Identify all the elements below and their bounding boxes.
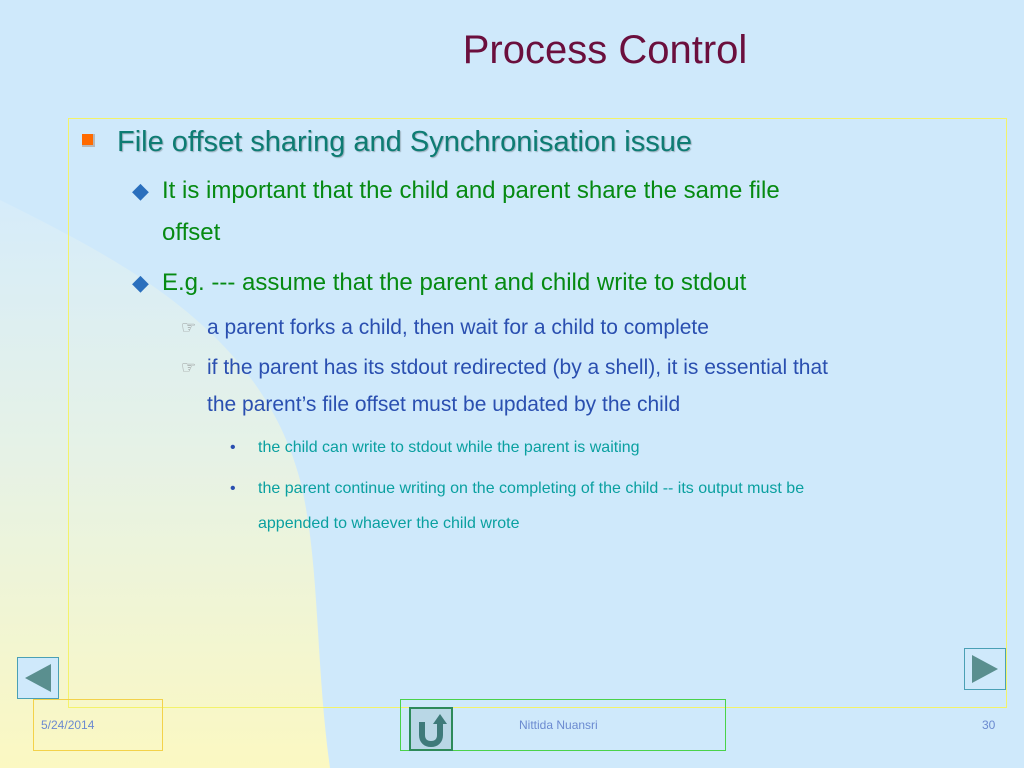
diamond-bullet-icon: ◆ [132, 270, 149, 295]
level3-text-line1: if the parent has its stdout redirected (by a shell), it is essential that [207, 356, 828, 379]
footer-author: Nittida Nuansri [519, 718, 598, 732]
dot-bullet-icon: • [230, 480, 236, 497]
footer-date: 5/24/2014 [41, 718, 95, 732]
next-slide-icon [965, 649, 1005, 689]
level3-text-line1: a parent forks a child, then wait for a child to complete [207, 316, 709, 339]
level3-text-line2: the parent’s file offset must be updated by the child [207, 393, 681, 416]
slide-number: 30 [982, 718, 996, 732]
level2-text-line1: E.g. --- assume that the parent and child write to stdout [162, 269, 747, 296]
diamond-bullet-icon: ◆ [132, 178, 149, 203]
level4-item-2 [230, 471, 930, 541]
level3-item-1 [181, 309, 1001, 346]
dot-bullet-icon: • [230, 439, 236, 456]
level4-text-line1: the parent continue writing on the completing of the child -- its output must be [258, 480, 805, 497]
level2-text-line1: It is important that the child and parent share the same file [162, 177, 780, 204]
next-slide-button[interactable] [964, 648, 1006, 690]
level4-text-line2: appended to whaever the child wrote [258, 515, 520, 532]
previous-slide-button[interactable] [17, 657, 59, 699]
level4-item-1 [230, 430, 930, 465]
return-home-button[interactable] [409, 707, 453, 751]
pointing-hand-icon: ☞ [181, 358, 197, 377]
previous-slide-icon [18, 658, 58, 698]
level2-text-line2: offset [162, 219, 221, 246]
level1-text: File offset sharing and Synchronisation issue [117, 126, 692, 158]
return-home-icon [411, 709, 451, 749]
square-bullet-icon [82, 134, 95, 147]
level3-item-2 [181, 349, 1001, 423]
slide-title: Process Control [462, 28, 748, 72]
pointing-hand-icon: ☞ [181, 318, 197, 337]
level2-item-2 [132, 262, 972, 304]
level1-item [82, 126, 982, 159]
level4-text-line1: the child can write to stdout while the parent is waiting [258, 439, 640, 456]
level2-item-1 [132, 170, 972, 254]
